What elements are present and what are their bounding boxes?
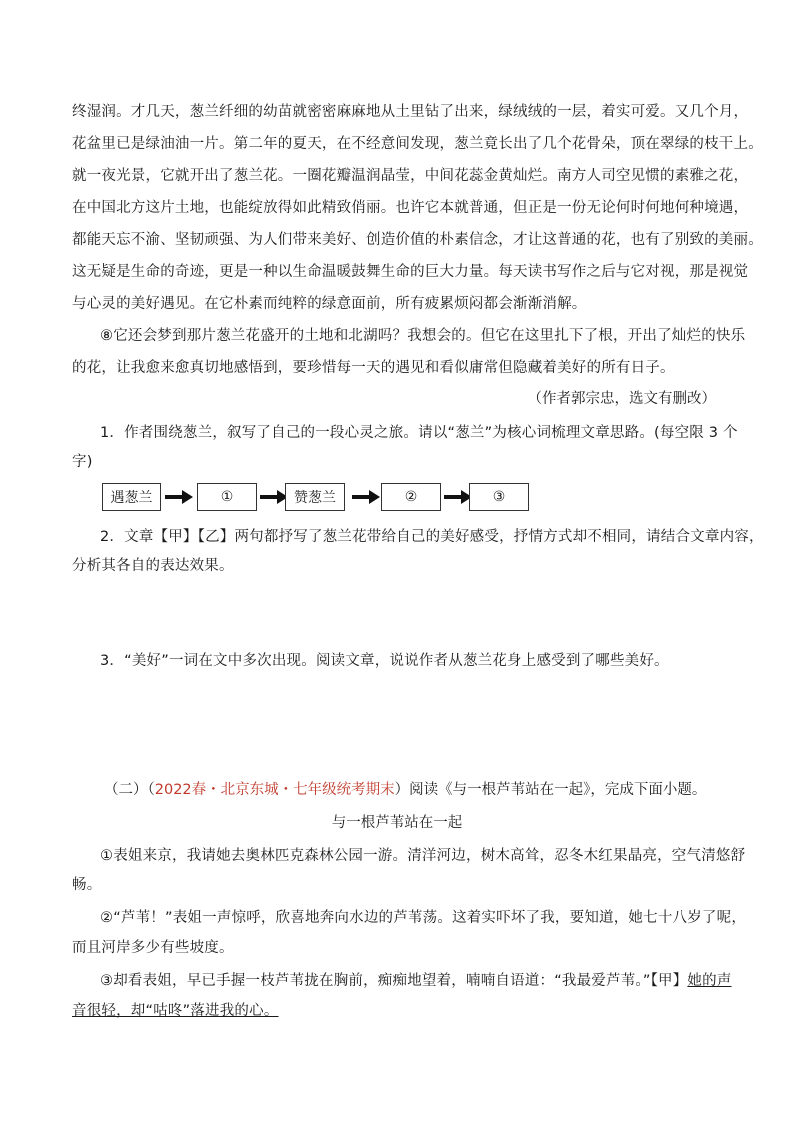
passage-line: 与心灵的美好遇见。在它朴素而纯粹的绿意面前，所有疲累烦闷都会渐渐消解。 — [72, 296, 587, 312]
question-3: 3．“美好”一词在文中多次出现。阅读文章，说说作者从葱兰花身上感受到了哪些美好。 — [100, 653, 669, 669]
arrow-icon — [260, 490, 288, 504]
paragraph-3-cont: 音很轻，却“咕咚”落进我的心。 — [72, 1003, 279, 1019]
flow-box-2[interactable]: ① — [197, 483, 257, 511]
paragraph-2-cont: 而且河岸多少有些坡度。 — [72, 940, 234, 956]
source-tag: 2022春・北京东城・七年级统考期末 — [154, 782, 395, 798]
arrow-icon — [444, 490, 472, 504]
passage-line: 终湿润。才几天，葱兰纤细的幼苗就密密麻麻地从土里钻了出来，绿绒绒的一层，着实可爱。又几个月， — [72, 104, 749, 120]
paragraph-1: ①表姐来京，我请她去奥林匹克森林公园一游。清洋河边，树木高耸，忍冬木红果晶亮，空气清悠舒 — [100, 848, 746, 864]
section-heading — [104, 780, 706, 800]
question-1-cont: 字) — [72, 454, 93, 470]
passage-line: ⑧它还会梦到那片葱兰花盛开的土地和北湖吗？我想会的。但它在这里扎下了根，开出了灿烂的快乐 — [100, 328, 746, 344]
flow-box-5[interactable]: ③ — [469, 483, 529, 511]
question-2-cont: 分析其各自的表达效果。 — [72, 558, 234, 574]
flow-box-1: 遇葱兰 — [102, 483, 161, 511]
passage-line: 花盆里已是绿油油一片。第二年的夏天，在不经意间发现，葱兰竟长出了几个花骨朵，顶在翠绿的枝干上。 — [72, 136, 763, 152]
paragraph-2: ②“芦苇！”表姐一声惊呼，欣喜地奔向水边的芦苇荡。这着实吓坏了我，要知道，她七十八岁了呢， — [100, 910, 747, 926]
passage-line: 这无疑是生命的奇迹，更是一种以生命温暖鼓舞生命的巨大力量。每天读书写作之后与它对视，那是视觉 — [72, 264, 749, 280]
attribution: （作者郭宗忠，选文有删改） — [527, 391, 716, 407]
arrow-icon — [352, 490, 380, 504]
passage-line: 都能天忘不渝、坚韧顽强、为人们带来美好、创造价值的朴素信念，才让这普通的花，也有了别致的美丽。 — [72, 232, 763, 248]
section-suffix: ）阅读《与一根芦苇站在一起》，完成下面小题。 — [394, 782, 707, 798]
question-2: 2．文章【甲】【乙】两句都抒写了葱兰花带给自己的美好感受，抒情方式却不相同，请结合文章内容， — [100, 529, 764, 545]
arrow-icon — [165, 490, 193, 504]
passage-line: 的花，让我愈来愈真切地感悟到，要珍惜每一天的遇见和看似庸常但隐藏着美好的所有日子。 — [72, 360, 675, 376]
passage-line: 在中国北方这片土地，也能绽放得如此精致俏丽。也许它本就普通，但正是一份无论何时何地何种境遇， — [72, 200, 749, 216]
paragraph-3-text: ③却看表姐，早已手握一枝芦苇拢在胸前，痴痴地望着，喃喃自语道：“我最爱芦苇。”【甲】 — [100, 973, 688, 989]
flow-box-3: 赞葱兰 — [285, 483, 345, 511]
flow-box-4[interactable]: ② — [381, 483, 441, 511]
paragraph-3 — [100, 971, 732, 991]
article-title: 与一根芦苇站在一起 — [331, 815, 463, 831]
underlined-sentence: 她的声 — [687, 973, 732, 989]
section-prefix: （二）（ — [104, 782, 155, 798]
passage-line: 就一夜光景，它就开出了葱兰花。一圈花瓣温润晶莹，中间花蕊金黄灿烂。南方人司空见惯的素雅之花， — [72, 168, 749, 184]
paragraph-1-cont: 畅。 — [72, 877, 102, 893]
question-1: 1．作者围绕葱兰，叙写了自己的一段心灵之旅。请以“葱兰”为核心词梳理文章思路。(每空限 3 个 — [100, 425, 738, 441]
